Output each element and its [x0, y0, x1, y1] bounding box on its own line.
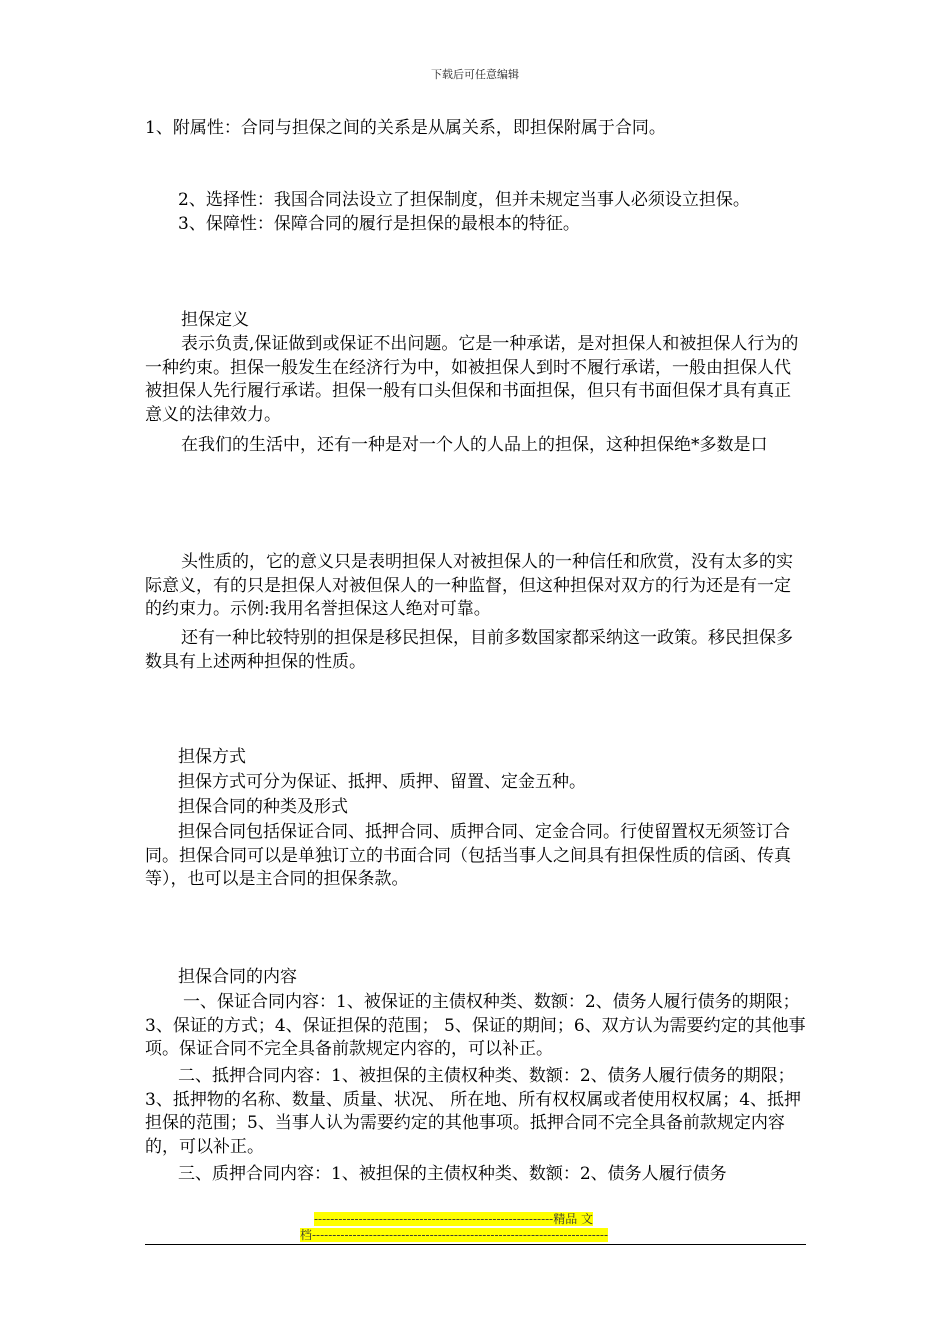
paragraph-immigration-guarantee: 还有一种比较特别的担保是移民担保，目前多数国家都采纳这一政策。移民担保多数具有上述两种担保的性质。 [145, 628, 793, 672]
footer-divider [145, 1244, 806, 1245]
page-header: 下载后可任意编辑 [431, 68, 519, 81]
paragraph-contract-types: 担保合同包括保证合同、抵押合同、质押合同、定金合同。行使留置权无须签订合同。担保合同可以是单独订立的书面合同（包括当事人之间具有担保性质的信函、传真等），也可以是主合同的担保条款。 [145, 822, 791, 889]
paragraph-affiliation: 1、附属性：合同与担保之间的关系是从属关系，即担保附属于合同。 [145, 118, 666, 138]
paragraph-guarantee-methods: 担保方式可分为保证、抵押、质押、留置、定金五种。 [178, 772, 586, 792]
paragraph-pledge-contract: 三、质押合同内容：1、被担保的主债权种类、数额：2、债务人履行债务 [178, 1164, 727, 1184]
footer-watermark [300, 1211, 660, 1243]
paragraph-guarantee: 3、保障性：保障合同的履行是担保的最根本的特征。 [178, 214, 580, 234]
heading-contract-content: 担保合同的内容 [178, 967, 297, 987]
heading-guarantee-methods: 担保方式 [178, 747, 246, 767]
footer-line-2: 档------------------------------------------------------------------------- [300, 1228, 608, 1242]
paragraph-surety-contract: 一、保证合同内容：1、被保证的主债权种类、数额：2、债务人履行债务的期限；3、保证的方式；4、保证担保的范围； 5、保证的期间；6、双方认为需要约定的其他事项。保证合同不完全具备前款规定内容的，可以补正。 [145, 992, 806, 1059]
footer-line-1: -----------------------------------------------------------精品 文 [314, 1212, 594, 1226]
heading-contract-types: 担保合同的种类及形式 [178, 797, 348, 817]
paragraph-personal-guarantee: 在我们的生活中，还有一种是对一个人的人品上的担保，这种担保绝*多数是口 [181, 435, 768, 455]
paragraph-selectivity: 2、选择性：我国合同法设立了担保制度，但并未规定当事人必须设立担保。 [178, 190, 750, 210]
paragraph-mortgage-contract: 二、抵押合同内容：1、被担保的主债权种类、数额：2、债务人履行债务的期限；3、抵押物的名称、数量、质量、状况、 所在地、所有权权属或者使用权权属；4、抵押担保的范围；5、当事人认为需要约定的其他事项。抵押合同不完全具备前款规定内容的，可以补正。 [145, 1066, 802, 1157]
heading-guarantee-definition: 担保定义 [181, 310, 249, 330]
paragraph-definition: 表示负责,保证做到或保证不出问题。它是一种承诺，是对担保人和被担保人行为的一种约束。担保一般发生在经济行为中，如被担保人到时不履行承诺，一般由担保人代被担保人先行履行承诺。担保一般有口头但保和书面担保，但只有书面但保才具有真正意义的法律效力。 [145, 334, 799, 425]
paragraph-verbal-nature: 头性质的，它的意义只是表明担保人对被担保人的一种信任和欣赏，没有太多的实际意义，有的只是担保人对被但保人的一种监督，但这种担保对双方的行为还是有一定的约束力。示例:我用名誉担保这人绝对可靠。 [145, 552, 793, 619]
